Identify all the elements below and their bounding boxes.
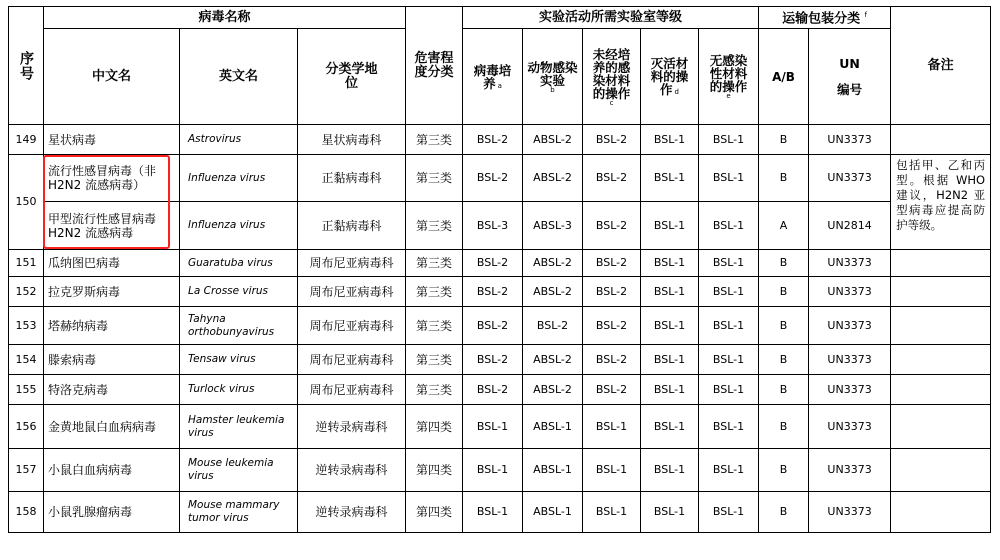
row-uncultured: BSL-2 bbox=[583, 375, 641, 405]
row-cn-name: 特洛克病毒 bbox=[44, 375, 180, 405]
row-uncultured: BSL-2 bbox=[583, 277, 641, 307]
row-hazard: 第三类 bbox=[406, 375, 463, 405]
row-taxonomy: 逆转录病毒科 bbox=[298, 449, 406, 492]
row-inactivated: BSL-1 bbox=[641, 250, 699, 277]
row-animal: ABSL-1 bbox=[523, 449, 583, 492]
row-animal: ABSL-2 bbox=[523, 375, 583, 405]
row-culture: BSL-2 bbox=[463, 277, 523, 307]
row-no: 153 bbox=[9, 307, 44, 345]
row-noninfectious: BSL-1 bbox=[699, 345, 759, 375]
header-taxonomy: 分类学地位 bbox=[298, 29, 406, 125]
row-cn-name: 金黄地鼠白血病病毒 bbox=[44, 405, 180, 449]
row-remark bbox=[891, 375, 991, 405]
row-noninfectious: BSL-1 bbox=[699, 250, 759, 277]
row-animal: BSL-2 bbox=[523, 307, 583, 345]
table-row bbox=[9, 125, 991, 155]
row-en-name: Turlock virus bbox=[180, 375, 298, 405]
row-un: UN3373 bbox=[809, 449, 891, 492]
row-uncultured: BSL-2 bbox=[583, 202, 641, 250]
table-row bbox=[9, 405, 991, 449]
row-remark bbox=[891, 449, 991, 492]
row-remark bbox=[891, 125, 991, 155]
row-animal: ABSL-1 bbox=[523, 405, 583, 449]
row-taxonomy: 周布尼亚病毒科 bbox=[298, 375, 406, 405]
row-ab: B bbox=[759, 492, 809, 533]
row-hazard: 第四类 bbox=[406, 492, 463, 533]
header-animal-mark: b bbox=[550, 85, 555, 94]
row-ab: A bbox=[759, 202, 809, 250]
row-un: UN3373 bbox=[809, 405, 891, 449]
row-cn-name: 塔赫纳病毒 bbox=[44, 307, 180, 345]
header-ab: A/B bbox=[759, 29, 809, 125]
row-no: 155 bbox=[9, 375, 44, 405]
row-cn-name: 小鼠白血病病毒 bbox=[44, 449, 180, 492]
row-en-name: Mouse leukemia virus bbox=[180, 449, 298, 492]
row-noninfectious: BSL-1 bbox=[699, 277, 759, 307]
row-taxonomy: 周布尼亚病毒科 bbox=[298, 277, 406, 307]
row-en-name: Mouse mammary tumor virus bbox=[180, 492, 298, 533]
header-cn-name: 中文名 bbox=[44, 29, 180, 125]
row-en-name: Tahyna orthobunyavirus bbox=[180, 307, 298, 345]
row-uncultured: BSL-2 bbox=[583, 307, 641, 345]
header-remark: 备注 bbox=[891, 7, 991, 125]
row-ab: B bbox=[759, 375, 809, 405]
header-culture bbox=[463, 29, 523, 125]
header-noninfectious-label: 无感染性材料的操作 bbox=[709, 53, 748, 94]
row-remark bbox=[891, 307, 991, 345]
header-uncultured-label: 未经培养的感染材料的操作 bbox=[592, 46, 631, 101]
row-remark bbox=[891, 405, 991, 449]
row-cn-name: 流行性感冒病毒（非H2N2 流感病毒） bbox=[44, 155, 180, 202]
row-uncultured: BSL-2 bbox=[583, 250, 641, 277]
row-inactivated: BSL-1 bbox=[641, 125, 699, 155]
row-hazard: 第三类 bbox=[406, 125, 463, 155]
row-un: UN3373 bbox=[809, 307, 891, 345]
header-transport-mark: f bbox=[864, 11, 868, 20]
row-animal: ABSL-3 bbox=[523, 202, 583, 250]
row-cn-name: 滕索病毒 bbox=[44, 345, 180, 375]
row-remark bbox=[891, 250, 991, 277]
row-inactivated: BSL-1 bbox=[641, 345, 699, 375]
row-remark bbox=[891, 345, 991, 375]
header-transport-label: 运输包装分类 bbox=[782, 11, 861, 27]
row-uncultured: BSL-2 bbox=[583, 125, 641, 155]
row-un: UN3373 bbox=[809, 125, 891, 155]
row-noninfectious: BSL-1 bbox=[699, 375, 759, 405]
table-row bbox=[9, 492, 991, 533]
header-uncultured bbox=[583, 29, 641, 125]
row-ab: B bbox=[759, 449, 809, 492]
row-hazard: 第四类 bbox=[406, 449, 463, 492]
header-en-name: 英文名 bbox=[180, 29, 298, 125]
row-culture: BSL-1 bbox=[463, 449, 523, 492]
row-no: 156 bbox=[9, 405, 44, 449]
row-culture: BSL-1 bbox=[463, 405, 523, 449]
row-hazard: 第三类 bbox=[406, 345, 463, 375]
row-ab: B bbox=[759, 250, 809, 277]
row-culture: BSL-2 bbox=[463, 345, 523, 375]
row-culture: BSL-1 bbox=[463, 492, 523, 533]
header-inactivated-mark: d bbox=[674, 88, 679, 96]
row-no: 158 bbox=[9, 492, 44, 533]
row-inactivated: BSL-1 bbox=[641, 492, 699, 533]
row-animal: ABSL-2 bbox=[523, 345, 583, 375]
row-taxonomy: 逆转录病毒科 bbox=[298, 492, 406, 533]
row-no: 151 bbox=[9, 250, 44, 277]
row-cn-name: 拉克罗斯病毒 bbox=[44, 277, 180, 307]
row-culture: BSL-2 bbox=[463, 307, 523, 345]
row-en-name: Influenza virus bbox=[180, 202, 298, 250]
row-culture: BSL-2 bbox=[463, 155, 523, 202]
row-uncultured: BSL-1 bbox=[583, 492, 641, 533]
row-no: 152 bbox=[9, 277, 44, 307]
row-remark bbox=[891, 277, 991, 307]
row-uncultured: BSL-2 bbox=[583, 155, 641, 202]
header-hazard: 危害程度分类 bbox=[406, 7, 463, 125]
row-hazard: 第三类 bbox=[406, 250, 463, 277]
row-uncultured: BSL-1 bbox=[583, 449, 641, 492]
table-row bbox=[9, 307, 991, 345]
row-no: 150 bbox=[9, 155, 44, 250]
row-ab: B bbox=[759, 125, 809, 155]
row-un: UN3373 bbox=[809, 492, 891, 533]
row-noninfectious: BSL-1 bbox=[699, 492, 759, 533]
row-un: UN3373 bbox=[809, 375, 891, 405]
row-remark bbox=[891, 492, 991, 533]
row-un: UN3373 bbox=[809, 250, 891, 277]
row-un: UN3373 bbox=[809, 155, 891, 202]
row-ab: B bbox=[759, 307, 809, 345]
row-taxonomy: 周布尼亚病毒科 bbox=[298, 250, 406, 277]
row-hazard: 第三类 bbox=[406, 307, 463, 345]
header-animal-label: 动物感染实验 bbox=[527, 59, 578, 88]
header-inactivated-label: 灭活材料的操作 bbox=[650, 56, 689, 97]
header-animal bbox=[523, 29, 583, 125]
row-hazard: 第四类 bbox=[406, 405, 463, 449]
header-virus-name: 病毒名称 bbox=[44, 7, 406, 29]
row-noninfectious: BSL-1 bbox=[699, 405, 759, 449]
row-inactivated: BSL-1 bbox=[641, 202, 699, 250]
row-un: UN2814 bbox=[809, 202, 891, 250]
row-no: 157 bbox=[9, 449, 44, 492]
row-taxonomy: 正黏病毒科 bbox=[298, 202, 406, 250]
row-en-name: La Crosse virus bbox=[180, 277, 298, 307]
row-en-name: Hamster leukemia virus bbox=[180, 405, 298, 449]
table-row bbox=[9, 202, 991, 250]
row-en-name: Tensaw virus bbox=[180, 345, 298, 375]
row-remark: 包括甲、乙和丙型。根据 WHO 建议，H2N2 亚型病毒应提高防护等级。 bbox=[891, 155, 991, 250]
row-un: UN3373 bbox=[809, 277, 891, 307]
table-row bbox=[9, 449, 991, 492]
table-row bbox=[9, 250, 991, 277]
row-un: UN3373 bbox=[809, 345, 891, 375]
row-uncultured: BSL-2 bbox=[583, 345, 641, 375]
row-noninfectious: BSL-1 bbox=[699, 307, 759, 345]
row-animal: ABSL-2 bbox=[523, 125, 583, 155]
row-inactivated: BSL-1 bbox=[641, 375, 699, 405]
table-row bbox=[9, 155, 991, 202]
row-noninfectious: BSL-1 bbox=[699, 125, 759, 155]
row-inactivated: BSL-1 bbox=[641, 277, 699, 307]
header-culture-label: 病毒培养 bbox=[473, 62, 512, 91]
row-hazard: 第三类 bbox=[406, 202, 463, 250]
row-hazard: 第三类 bbox=[406, 277, 463, 307]
row-no: 154 bbox=[9, 345, 44, 375]
row-cn-name: 星状病毒 bbox=[44, 125, 180, 155]
row-ab: B bbox=[759, 345, 809, 375]
row-animal: ABSL-2 bbox=[523, 155, 583, 202]
row-inactivated: BSL-1 bbox=[641, 155, 699, 202]
row-culture: BSL-3 bbox=[463, 202, 523, 250]
row-animal: ABSL-1 bbox=[523, 492, 583, 533]
row-no: 149 bbox=[9, 125, 44, 155]
row-en-name: Astrovirus bbox=[180, 125, 298, 155]
row-taxonomy: 逆转录病毒科 bbox=[298, 405, 406, 449]
row-cn-name: 小鼠乳腺瘤病毒 bbox=[44, 492, 180, 533]
header-noninfectious-mark: e bbox=[726, 92, 731, 100]
row-noninfectious: BSL-1 bbox=[699, 449, 759, 492]
row-cn-name: 瓜纳图巴病毒 bbox=[44, 250, 180, 277]
header-inactivated bbox=[641, 29, 699, 125]
row-animal: ABSL-2 bbox=[523, 277, 583, 307]
header-un: UN编号 bbox=[809, 29, 891, 125]
row-inactivated: BSL-1 bbox=[641, 307, 699, 345]
row-inactivated: BSL-1 bbox=[641, 449, 699, 492]
row-en-name: Influenza virus bbox=[180, 155, 298, 202]
table-row bbox=[9, 277, 991, 307]
row-en-name: Guaratuba virus bbox=[180, 250, 298, 277]
header-culture-mark: a bbox=[497, 81, 502, 90]
row-noninfectious: BSL-1 bbox=[699, 202, 759, 250]
header-seq: 序号 bbox=[9, 7, 44, 125]
row-taxonomy: 星状病毒科 bbox=[298, 125, 406, 155]
row-ab: B bbox=[759, 277, 809, 307]
table-row bbox=[9, 345, 991, 375]
row-cn-name: 甲型流行性感冒病毒 H2N2 流感病毒 bbox=[44, 202, 180, 250]
row-culture: BSL-2 bbox=[463, 375, 523, 405]
row-taxonomy: 周布尼亚病毒科 bbox=[298, 345, 406, 375]
header-uncultured-mark: c bbox=[609, 98, 614, 107]
row-uncultured: BSL-1 bbox=[583, 405, 641, 449]
row-taxonomy: 正黏病毒科 bbox=[298, 155, 406, 202]
row-culture: BSL-2 bbox=[463, 250, 523, 277]
row-inactivated: BSL-1 bbox=[641, 405, 699, 449]
table-row bbox=[9, 375, 991, 405]
row-hazard: 第三类 bbox=[406, 155, 463, 202]
row-taxonomy: 周布尼亚病毒科 bbox=[298, 307, 406, 345]
row-ab: B bbox=[759, 405, 809, 449]
row-ab: B bbox=[759, 155, 809, 202]
row-animal: ABSL-2 bbox=[523, 250, 583, 277]
header-transport bbox=[759, 7, 891, 29]
header-noninfectious bbox=[699, 29, 759, 125]
row-culture: BSL-2 bbox=[463, 125, 523, 155]
virus-table bbox=[8, 6, 991, 533]
header-lab-level: 实验活动所需实验室等级 bbox=[463, 7, 759, 29]
row-noninfectious: BSL-1 bbox=[699, 155, 759, 202]
